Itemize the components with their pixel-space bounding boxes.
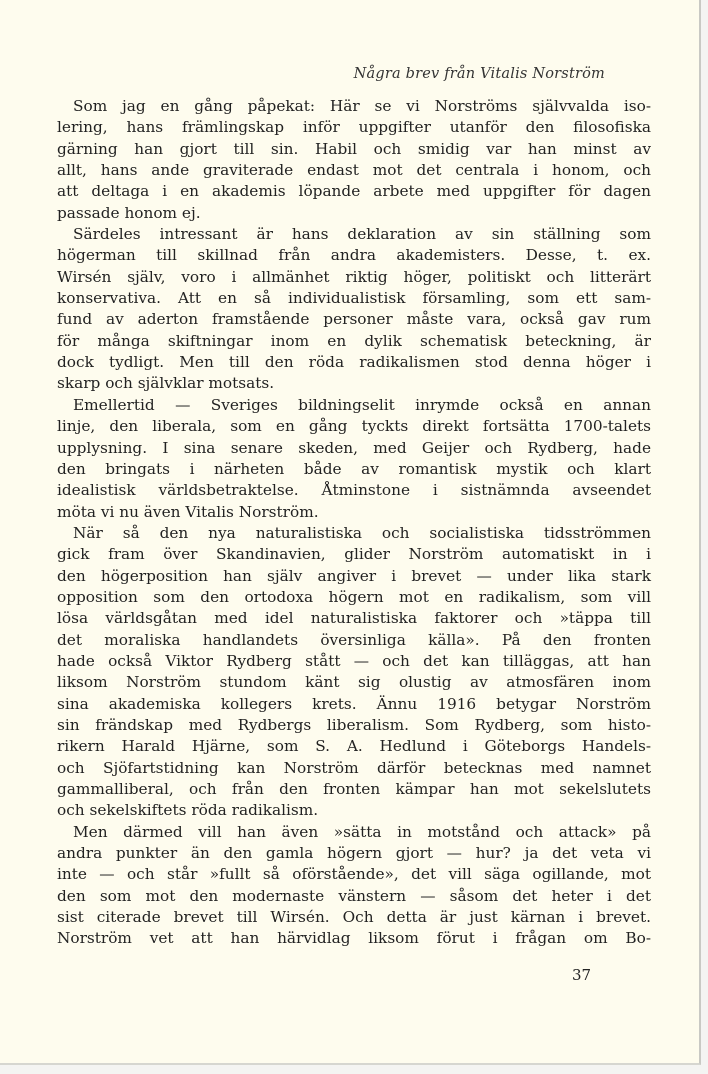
- text-line: Men därmed vill han även »sätta in motstånd och attack» på: [73, 822, 651, 841]
- text-line: dock tydligt. Men till den röda radikalismen stod denna höger i: [57, 353, 651, 372]
- text-line: idealistisk världsbetraktelse. Åtminstone i sistnämnda avseendet: [57, 481, 651, 500]
- text-line: den högerposition han själv angiver i brevet — under lika stark: [57, 566, 651, 585]
- text-line: lering, hans främlingskap inför uppgifter utanför den filosofiska: [57, 118, 651, 137]
- text-line: sin frändskap med Rydbergs liberalism. Som Rydberg, som histo-: [57, 715, 651, 734]
- text-line: opposition som den ortodoxa högern mot en radikalism, som vill: [57, 587, 651, 606]
- text-line: linje, den liberala, som en gång tyckts direkt fortsätta 1700-talets: [57, 417, 651, 436]
- body-text: [57, 96, 651, 950]
- running-head: Några brev från Vitalis Norström: [353, 66, 605, 82]
- text-line: rikern Harald Hjärne, som S. A. Hedlund i Göteborgs Handels-: [57, 737, 651, 756]
- text-line: och Sjöfartstidning kan Norström därför betecknas med namnet: [57, 758, 651, 777]
- paragraph: [57, 523, 651, 822]
- text-line: allt, hans ande graviterade endast mot det centrala i honom, och: [57, 161, 651, 180]
- paragraph: [57, 224, 651, 395]
- text-line: lösa världsgåtan med idel naturalistiska faktorer och »täppa till: [57, 609, 651, 628]
- text-line: det moraliska handlandets översinliga källa». På den fronten: [57, 630, 651, 649]
- text-line: möta vi nu även Vitalis Norström.: [57, 502, 319, 521]
- paragraph: [57, 96, 651, 224]
- text-line: konservativa. Att en så individualistisk församling, som ett sam-: [57, 289, 651, 308]
- text-line: att deltaga i en akademis löpande arbete med uppgifter för dagen: [57, 182, 651, 201]
- text-line: När så den nya naturalistiska och socialistiska tidsströmmen: [73, 523, 651, 542]
- text-line: gärning han gjort till sin. Habil och smidig var han minst av: [57, 139, 651, 158]
- text-line: för många skiftningar inom en dylik schematisk beteckning, är: [57, 331, 651, 350]
- text-line: högerman till skillnad från andra akademisters. Desse, t. ex.: [57, 246, 651, 265]
- page-number: 37: [572, 966, 592, 984]
- text-line: passade honom ej.: [57, 203, 201, 222]
- text-line: Emellertid — Sveriges bildningselit inrymde också en annan: [73, 395, 651, 414]
- text-line: gammalliberal, och från den fronten kämpar han mot sekelslutets: [57, 780, 651, 798]
- text-line: och sekelskiftets röda radikalism.: [57, 801, 319, 820]
- text-line: liksom Norström stundom känt sig olustig av atmosfären inom: [57, 673, 651, 692]
- text-line: sina akademiska kollegers krets. Ännu 1916 betygar Norström: [57, 694, 651, 713]
- paragraph: [57, 822, 651, 950]
- text-line: inte — och står »fullt så oförstående», det vill säga ogillande, mot: [57, 865, 651, 884]
- text-line: fund av aderton framstående personer måste vara, också gav rum: [57, 310, 651, 329]
- text-line: gick fram över Skandinavien, glider Norström automatiskt in i: [57, 545, 651, 564]
- text-line: hade också Viktor Rydberg stått — och det kan tilläggas, att han: [57, 651, 651, 670]
- text-line: upplysning. I sina senare skeden, med Geijer och Rydberg, hade: [57, 438, 651, 457]
- paragraph: [57, 395, 651, 523]
- text-line: Norström vet att han härvidlag liksom förut i frågan om Bo-: [57, 929, 651, 948]
- text-line: den som mot den modernaste vänstern — såsom det heter i det: [57, 886, 651, 905]
- text-line: sist citerade brevet till Wirsén. Och detta är just kärnan i brevet.: [57, 908, 651, 927]
- text-line: Särdeles intressant är hans deklaration av sin ställning som: [73, 225, 651, 244]
- text-line: andra punkter än den gamla högern gjort — hur? ja det veta vi: [57, 844, 651, 863]
- text-line: Wirsén själv, voro i allmänhet riktig höger, politiskt och litterärt: [57, 267, 651, 286]
- text-line: Som jag en gång påpekat: Här se vi Norströms självvalda iso-: [73, 97, 651, 115]
- text-line: den bringats i närheten både av romantisk mystik och klart: [57, 459, 651, 478]
- text-line: skarp och självklar motsats.: [57, 374, 275, 393]
